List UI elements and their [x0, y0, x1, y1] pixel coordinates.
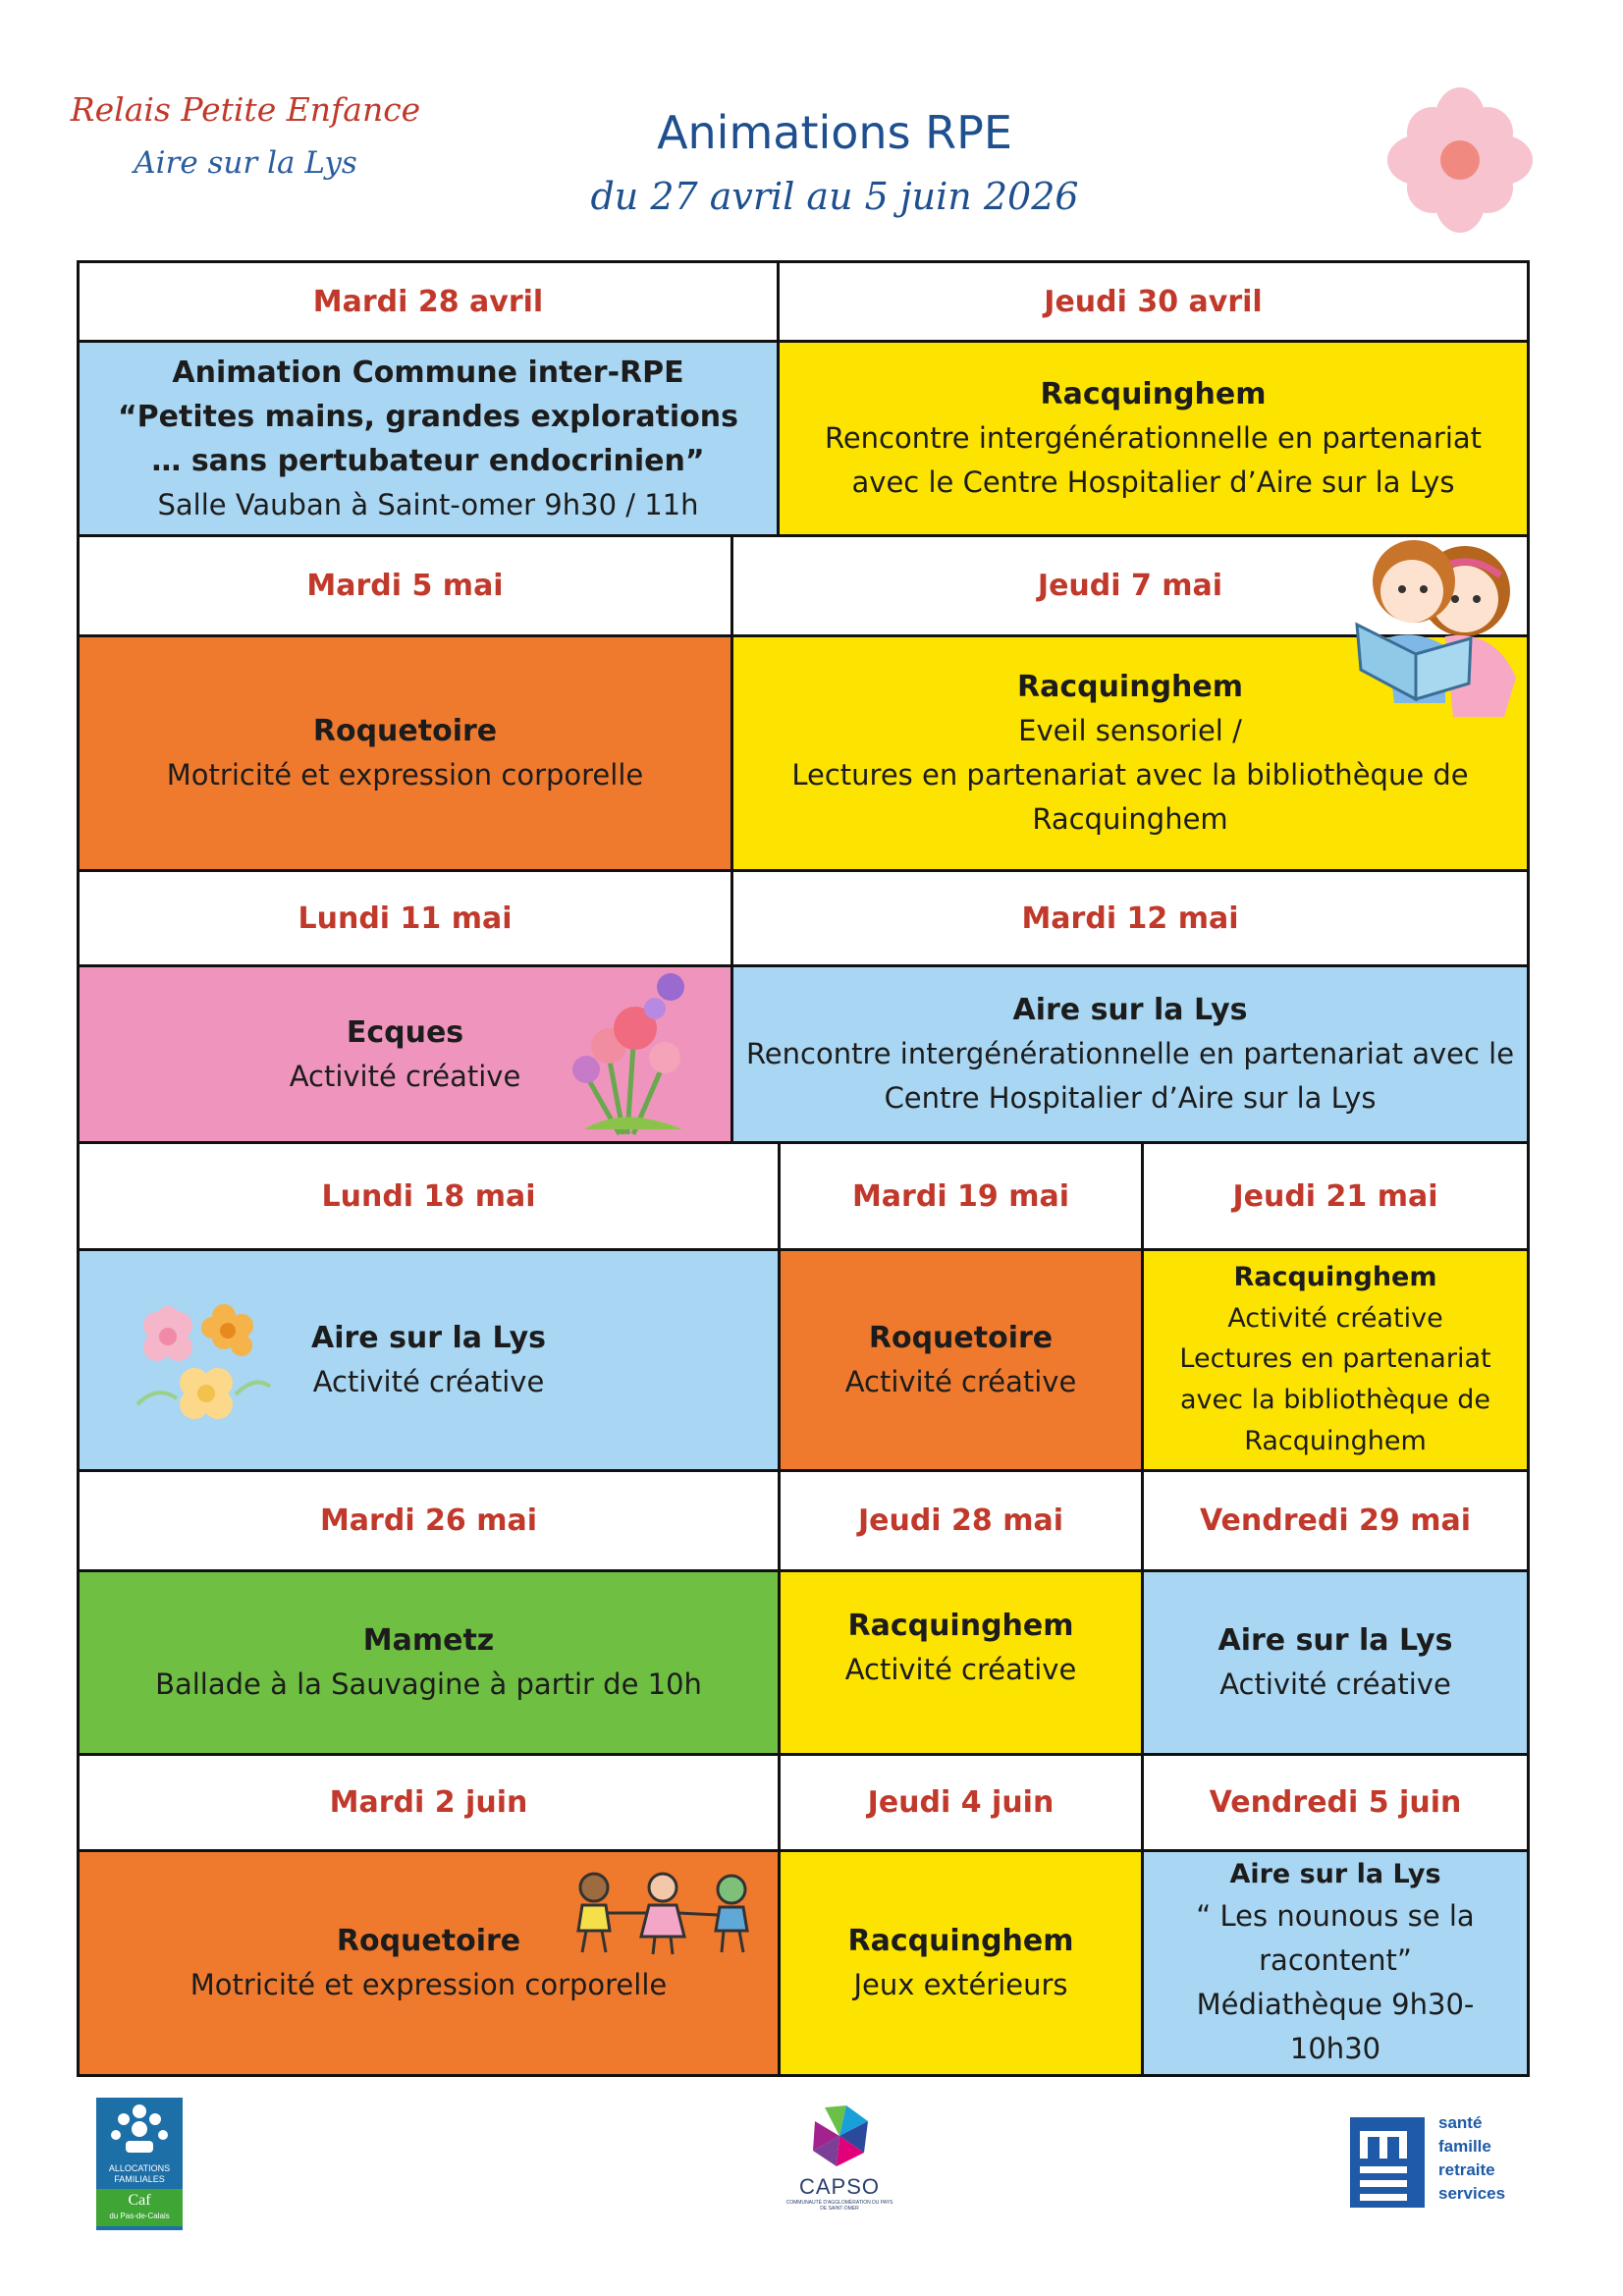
date-header: Vendredi 29 mai: [1141, 1469, 1530, 1572]
capso-name: CAPSO: [798, 2174, 881, 2199]
event-place: Racquinghem: [1233, 1262, 1437, 1293]
event-description: Rencontre intergénérationnelle en partenariat avec le: [745, 1037, 1515, 1071]
event-cell: [77, 1569, 781, 1756]
caf-text: FAMILIALES: [114, 2174, 165, 2184]
event-cell: [778, 1248, 1144, 1472]
date-header: Mardi 26 mai: [77, 1469, 781, 1572]
event-description: Activité créative: [844, 1653, 1077, 1686]
event-title: Animation Commune inter-RPE: [172, 355, 684, 390]
msa-text: retraite: [1438, 2160, 1495, 2179]
msa-text: santé: [1438, 2113, 1483, 2132]
event-description: Racquinghem: [1032, 801, 1228, 836]
date-header: Jeudi 7 mai: [730, 534, 1530, 637]
caf-brand: Caf: [96, 2189, 183, 2210]
event-description: Activité créative: [289, 1059, 521, 1093]
flower-decoration-icon: [1386, 86, 1534, 234]
caf-logo: [96, 2098, 183, 2230]
date-header: Jeudi 30 avril: [777, 260, 1530, 343]
event-place: Racquinghem: [1016, 670, 1244, 705]
event-description: Activité créative: [1219, 1667, 1451, 1702]
event-cell: [77, 634, 733, 872]
date-header: Mardi 2 juin: [77, 1753, 781, 1852]
brand-location: Aire sur la Lys: [134, 145, 357, 181]
msa-text: famille: [1438, 2137, 1491, 2156]
event-description: Racquinghem: [1244, 1426, 1427, 1457]
event-title: “Petites mains, grandes explorations … sans pertubateur endocrinien”: [117, 399, 739, 478]
event-cell: [77, 340, 780, 537]
event-description: Salle Vauban à Saint-omer 9h30 / 11h: [157, 487, 699, 521]
event-description: “ Les nounous se la: [1196, 1899, 1475, 1934]
event-description: Activité créative: [312, 1365, 545, 1399]
event-place: Roquetoire: [336, 1924, 521, 1959]
msa-mark-icon: [1350, 2117, 1425, 2208]
event-description: Motricité et expression corporelle: [166, 758, 644, 793]
event-place: Roquetoire: [312, 714, 498, 749]
event-description: Rencontre intergénérationnelle en partenariat: [824, 421, 1483, 456]
event-place: Racquinghem: [1040, 377, 1267, 412]
msa-logo: [1350, 2111, 1522, 2219]
event-place: Roquetoire: [868, 1321, 1054, 1356]
capso-star-icon: [805, 2102, 874, 2170]
page-title: Animations RPE: [657, 106, 1012, 159]
children-holding-hands-icon: [565, 1866, 761, 1959]
capso-logo: [785, 2102, 893, 2229]
event-description: Jeux extérieurs: [853, 1968, 1068, 2002]
date-header: Mardi 5 mai: [77, 534, 733, 637]
capso-tagline: COMMUNAUTÉ D'AGGLOMÉRATION DU PAYS DE SAINT-OMER: [785, 2200, 893, 2212]
event-description: Lectures en partenariat: [1179, 1343, 1491, 1375]
event-cell: [1141, 1849, 1530, 2077]
event-cell: [777, 340, 1530, 537]
caf-family-icon: [96, 2098, 183, 2159]
event-description: Eveil sensoriel /: [1018, 714, 1242, 748]
caf-region: du Pas-de-Calais: [96, 2210, 183, 2226]
event-cell: [1141, 1248, 1530, 1472]
event-place: Aire sur la Lys: [1217, 1623, 1453, 1659]
event-place: Aire sur la Lys: [310, 1321, 546, 1356]
date-header: Lundi 11 mai: [77, 869, 733, 967]
event-description: Médiathèque 9h30-: [1196, 1988, 1475, 2022]
event-description: Lectures en partenariat avec la bibliothèque de: [791, 758, 1469, 793]
event-cell: [730, 964, 1530, 1144]
event-description: Activité créative: [844, 1365, 1077, 1399]
caf-text: ALLOCATIONS: [108, 2163, 171, 2173]
page-subtitle: du 27 avril au 5 juin 2026: [590, 175, 1079, 218]
event-place: Aire sur la Lys: [1012, 993, 1248, 1028]
event-place: Aire sur la Lys: [1229, 1858, 1441, 1889]
event-description: Ballade à la Sauvagine à partir de 10h: [155, 1667, 702, 1702]
event-place: Mametz: [362, 1623, 495, 1659]
brand-name: Relais Petite Enfance: [70, 90, 421, 129]
date-header: Lundi 18 mai: [77, 1141, 781, 1251]
event-cell: [1141, 1569, 1530, 1756]
msa-text: services: [1438, 2184, 1506, 2203]
date-header: Mardi 19 mai: [778, 1141, 1144, 1251]
event-description: racontent”: [1259, 1943, 1412, 1978]
flower-bouquet-icon: [565, 967, 690, 1136]
event-place: Racquinghem: [847, 1609, 1074, 1643]
date-header: Mardi 12 mai: [730, 869, 1530, 967]
date-header: Jeudi 28 mai: [778, 1469, 1144, 1572]
event-cell: [778, 1569, 1144, 1756]
event-place: Ecques: [346, 1014, 464, 1050]
date-header: Vendredi 5 juin: [1141, 1753, 1530, 1852]
event-description: Centre Hospitalier d’Aire sur la Lys: [884, 1081, 1377, 1115]
date-header: Jeudi 21 mai: [1141, 1141, 1530, 1251]
event-description: Motricité et expression corporelle: [189, 1968, 668, 2002]
date-header: Jeudi 4 juin: [778, 1753, 1144, 1852]
event-cell: [778, 1849, 1144, 2077]
event-description: avec le Centre Hospitalier d’Aire sur la Lys: [851, 465, 1455, 499]
flowers-icon: [128, 1296, 275, 1429]
date-header: Mardi 28 avril: [77, 260, 780, 343]
event-place: Racquinghem: [847, 1924, 1074, 1959]
event-description: avec la bibliothèque de: [1180, 1385, 1490, 1416]
children-reading-icon: [1347, 530, 1536, 727]
event-description: Activité créative: [1227, 1302, 1443, 1334]
event-description: 10h30: [1289, 2032, 1381, 2066]
